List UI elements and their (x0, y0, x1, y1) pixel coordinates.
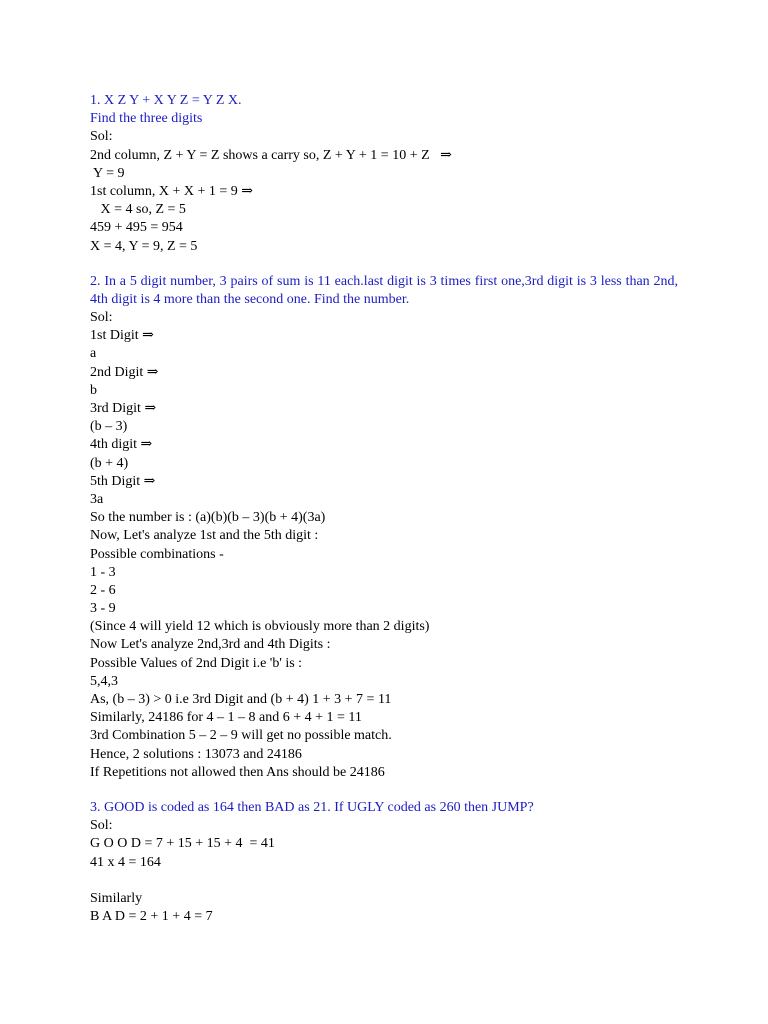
solution-line: 2nd column, Z + Y = Z shows a carry so, Z + Y + 1 = 10 + Z ⇒ (90, 147, 452, 163)
solution-line: Y = 9 (90, 165, 125, 181)
solution-line: 1st column, X + X + 1 = 9 ⇒ (90, 183, 253, 199)
solution-line (90, 872, 690, 890)
paragraph-gap (90, 256, 690, 273)
solution-line: X = 4, Y = 9, Z = 5 (90, 238, 198, 254)
solution-line: X = 4 so, Z = 5 (90, 202, 186, 218)
question-2 (90, 273, 690, 782)
solution-line: As, (b – 3) > 0 i.e 3rd Digit and (b + 4) 1 + 3 + 7 = 11 (90, 692, 392, 708)
solution-line: Similarly (90, 890, 143, 906)
solution-line: Sol: (90, 818, 113, 834)
solution-line: Now Let's analyze 2nd,3rd and 4th Digits : (90, 637, 331, 653)
solution-line: 5th Digit ⇒ (90, 473, 156, 489)
solution-line: a (90, 346, 97, 362)
question-1-title: 1. X Z Y + X Y Z = Y Z X. (90, 93, 242, 108)
solution-line: G O O D = 7 + 15 + 15 + 4 = 41 (90, 836, 275, 852)
solution-line: 1st Digit ⇒ (90, 328, 154, 344)
question-1 (90, 92, 690, 256)
solution-line: 3 - 9 (90, 601, 116, 617)
solution-line: Hence, 2 solutions : 13073 and 24186 (90, 746, 302, 762)
solution-line: 41 x 4 = 164 (90, 854, 161, 870)
question-3 (90, 799, 690, 926)
solution-line: 459 + 495 = 954 (90, 220, 183, 236)
solution-line: 2 - 6 (90, 582, 116, 598)
solution-line: Possible combinations - (90, 546, 224, 562)
solution-line: 5,4,3 (90, 673, 118, 689)
solution-line: Possible Values of 2nd Digit i.e 'b' is : (90, 655, 303, 671)
question-3-title: 3. GOOD is coded as 164 then BAD as 21. If UGLY coded as 260 then JUMP? (90, 799, 534, 815)
solution-line: So the number is : (a)(b)(b – 3)(b + 4)(3a) (90, 510, 326, 526)
solution-line: 4th digit ⇒ (90, 437, 153, 453)
question-2-title: 2. In a 5 digit number, 3 pairs of sum is 11 each.last digit is 3 times first one,3rd digit is 3 less than 2nd, 4th digit is 4 more than the second one. Find the number. (90, 273, 678, 307)
solution-line: b (90, 382, 97, 398)
solution-line: B A D = 2 + 1 + 4 = 7 (90, 909, 213, 925)
solution-line: 3rd Combination 5 – 2 – 9 will get no possible match. (90, 728, 392, 744)
question-1-subtitle: Find the three digits (90, 111, 203, 127)
document-page (90, 92, 690, 926)
solution-line: Sol: (90, 129, 113, 145)
solution-line: (b – 3) (90, 419, 128, 435)
solution-line: 3rd Digit ⇒ (90, 401, 157, 417)
solution-line: If Repetitions not allowed then Ans should be 24186 (90, 764, 385, 780)
paragraph-gap (90, 782, 690, 799)
solution-line: 3a (90, 491, 104, 507)
solution-line: Similarly, 24186 for 4 – 1 – 8 and 6 + 4 + 1 = 11 (90, 710, 362, 726)
solution-line: Now, Let's analyze 1st and the 5th digit : (90, 528, 319, 544)
solution-line: 2nd Digit ⇒ (90, 364, 159, 380)
solution-line: (b + 4) (90, 455, 129, 471)
solution-line: 1 - 3 (90, 564, 116, 580)
solution-line: (Since 4 will yield 12 which is obviously more than 2 digits) (90, 619, 430, 635)
solution-line: Sol: (90, 310, 113, 326)
